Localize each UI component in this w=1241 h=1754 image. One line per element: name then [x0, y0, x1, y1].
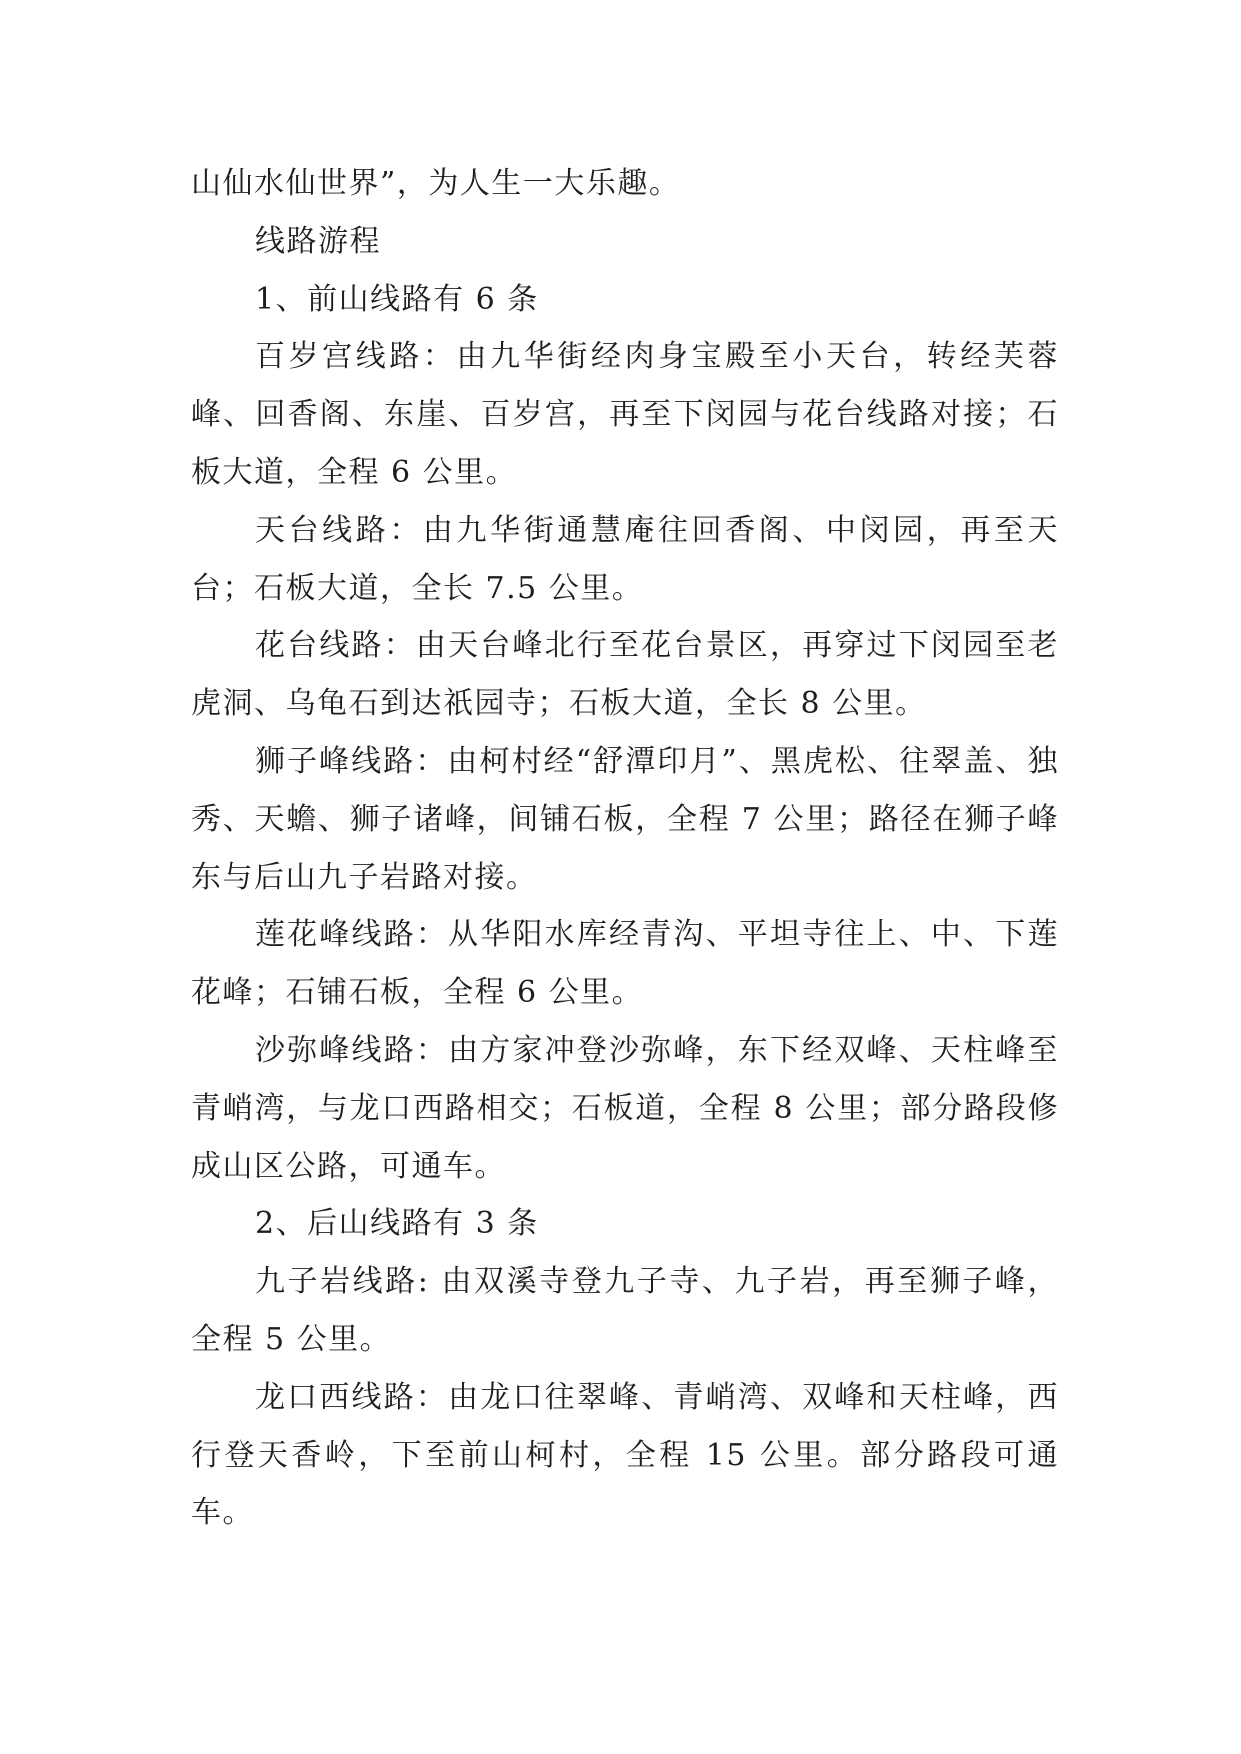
paragraph: 天台线路：由九华街通慧庵往回香阁、中闵园，再至天台；石板大道，全长 7.5 公里。: [191, 512, 1059, 606]
subsection-heading: 1、前山线路有 6 条: [255, 281, 539, 317]
paragraph: 龙口西线路：由龙口往翠峰、青峭湾、双峰和天柱峰，西行登天香岭，下至前山柯村，全程 15 公里。部分路段可通车。: [191, 1379, 1059, 1531]
section-heading: 线路游程: [255, 223, 381, 259]
paragraph: 莲花峰线路：从华阳水库经青沟、平坦寺往上、中、下莲花峰；石铺石板，全程 6 公里。: [191, 917, 1059, 1011]
document-page: [191, 155, 1059, 1542]
paragraph: 山仙水仙世界”，为人生一大乐趣。: [191, 166, 681, 201]
paragraph: 花台线路：由天台峰北行至花台景区，再穿过下闵园至老虎洞、乌龟石到达祇园寺；石板大道，全长 8 公里。: [191, 628, 1059, 722]
paragraph: 狮子峰线路：由柯村经“舒潭印月”、黑虎松、往翠盖、独秀、天蟾、狮子诸峰，间铺石板，全程 7 公里；路径在狮子峰东与后山九子岩路对接。: [191, 743, 1059, 895]
paragraph: 沙弥峰线路：由方家冲登沙弥峰，东下经双峰、天柱峰至青峭湾，与龙口西路相交；石板道，全程 8 公里；部分路段修成山区公路，可通车。: [191, 1032, 1059, 1184]
paragraph: 九子岩线路: 由双溪寺登九子寺、九子岩，再至狮子峰，全程 5 公里。: [191, 1264, 1059, 1357]
subsection-heading: 2、后山线路有 3 条: [255, 1206, 539, 1242]
paragraph: 百岁宫线路：由九华街经肉身宝殿至小天台，转经芙蓉峰、回香阁、东崖、百岁宫，再至下闵园与花台线路对接；石板大道，全程 6 公里。: [191, 339, 1059, 490]
